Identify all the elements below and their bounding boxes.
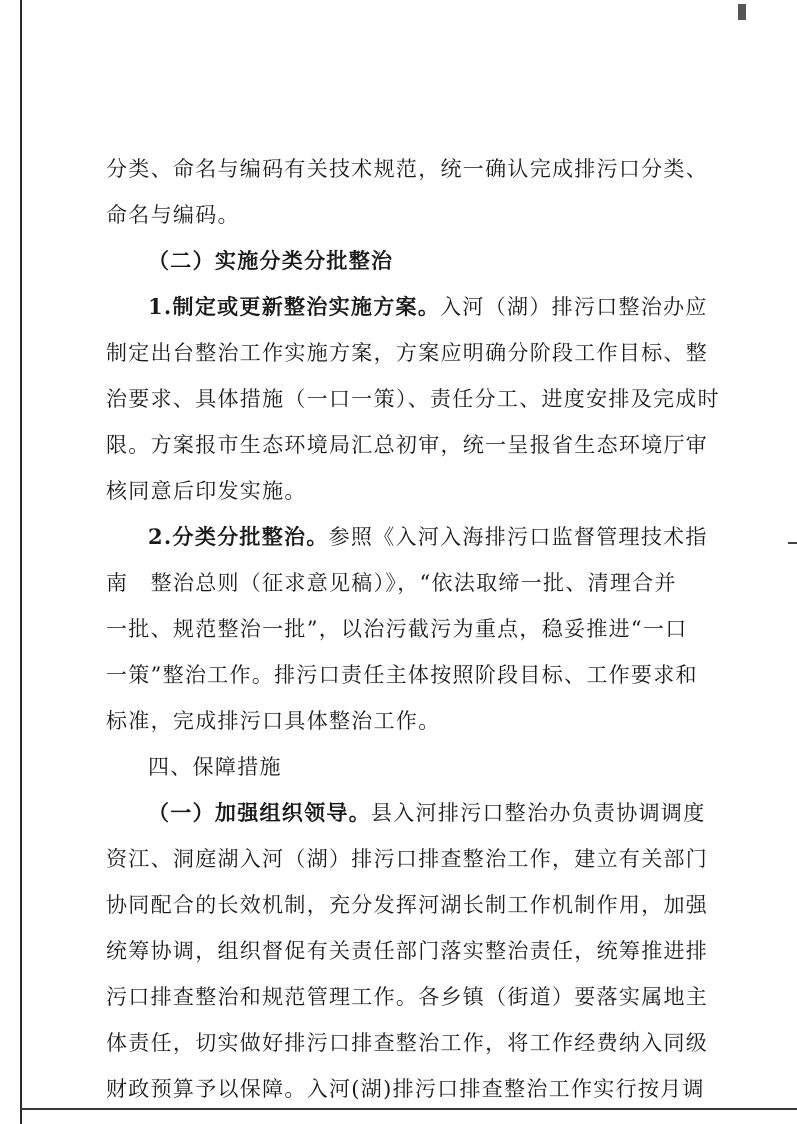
lead-bold-text: （一）加强组织领导。	[148, 800, 371, 825]
paragraph-line	[106, 330, 709, 376]
line-text: 参照《入河入海排污口监督管理技术指	[328, 525, 708, 549]
lead-bold-text: 2.分类分批整治。	[148, 524, 329, 549]
line-text: 污口排查整治和规范管理工作。各乡镇（街道）要落实属地主	[106, 985, 709, 1009]
line-text: 南 整治总则（征求意见稿）》，“依法取缔一批、清理合并	[106, 571, 677, 595]
line-text: 一批、规范整治一批”，以治污截污为重点，稳妥推进“一口	[106, 617, 688, 641]
section-heading	[106, 744, 691, 790]
paragraph-line	[106, 974, 709, 1020]
paragraph-line	[106, 376, 720, 422]
lead-bold-text: 1.制定或更新整治实施方案。	[148, 294, 441, 319]
scan-mark-top	[738, 4, 746, 20]
paragraph-line	[106, 1066, 705, 1112]
line-text: 一策”整治工作。排污口责任主体按照阶段目标、工作要求和	[106, 663, 698, 687]
line-text: 分类、命名与编码有关技术规范，统一确认完成排污口分类、	[106, 157, 709, 181]
heading-text: （二）实施分类分批整治	[148, 248, 394, 273]
paragraph-line	[106, 146, 709, 192]
scan-border-left	[20, 0, 22, 1124]
paragraph-line	[106, 698, 691, 744]
paragraph-line	[106, 606, 691, 652]
line-text: 命名与编码。	[106, 203, 240, 227]
paragraph-line	[106, 790, 706, 836]
paragraph-line	[106, 284, 708, 330]
scan-mark-right	[788, 542, 797, 544]
line-text: 标准，完成排污口具体整治工作。	[106, 709, 441, 733]
paragraph-line	[106, 422, 709, 468]
line-text: 体责任，切实做好排污口排查整治工作，将工作经费纳入同级	[106, 1031, 709, 1055]
paragraph-line	[106, 1020, 709, 1066]
line-text: 统筹协调，组织督促有关责任部门落实整治责任，统筹推进排	[106, 939, 709, 963]
line-text: 县入河排污口整治办负责协调调度	[371, 801, 706, 825]
line-text: 资江、洞庭湖入河（湖）排污口排查整治工作，建立有关部门	[106, 847, 709, 871]
paragraph-line	[106, 468, 691, 514]
paragraph-line	[106, 652, 698, 698]
paragraph-line	[106, 836, 709, 882]
line-text: 制定出台整治工作实施方案，方案应明确分阶段工作目标、整	[106, 341, 709, 365]
line-text: 治要求、具体措施（一口一策）、责任分工、进度安排及完成时	[106, 387, 720, 411]
line-text: 协同配合的长效机制，充分发挥河湖长制工作机制作用，加强	[106, 893, 709, 917]
line-text: 入河（湖）排污口整治办应	[440, 295, 708, 319]
document-body	[106, 146, 720, 1112]
line-text: 限。方案报市生态环境局汇总初审，统一呈报省生态环境厅审	[106, 433, 709, 457]
line-text: 核同意后印发实施。	[106, 479, 307, 503]
paragraph-line	[106, 514, 708, 560]
paragraph-line	[106, 928, 709, 974]
section-heading	[106, 238, 691, 284]
heading-text: 四、保障措施	[148, 755, 282, 779]
paragraph-line	[106, 560, 691, 606]
paragraph-line	[106, 882, 709, 928]
line-text: 财政预算予以保障。入河(湖)排污口排查整治工作实行按月调	[106, 1077, 705, 1101]
paragraph-line	[106, 192, 691, 238]
